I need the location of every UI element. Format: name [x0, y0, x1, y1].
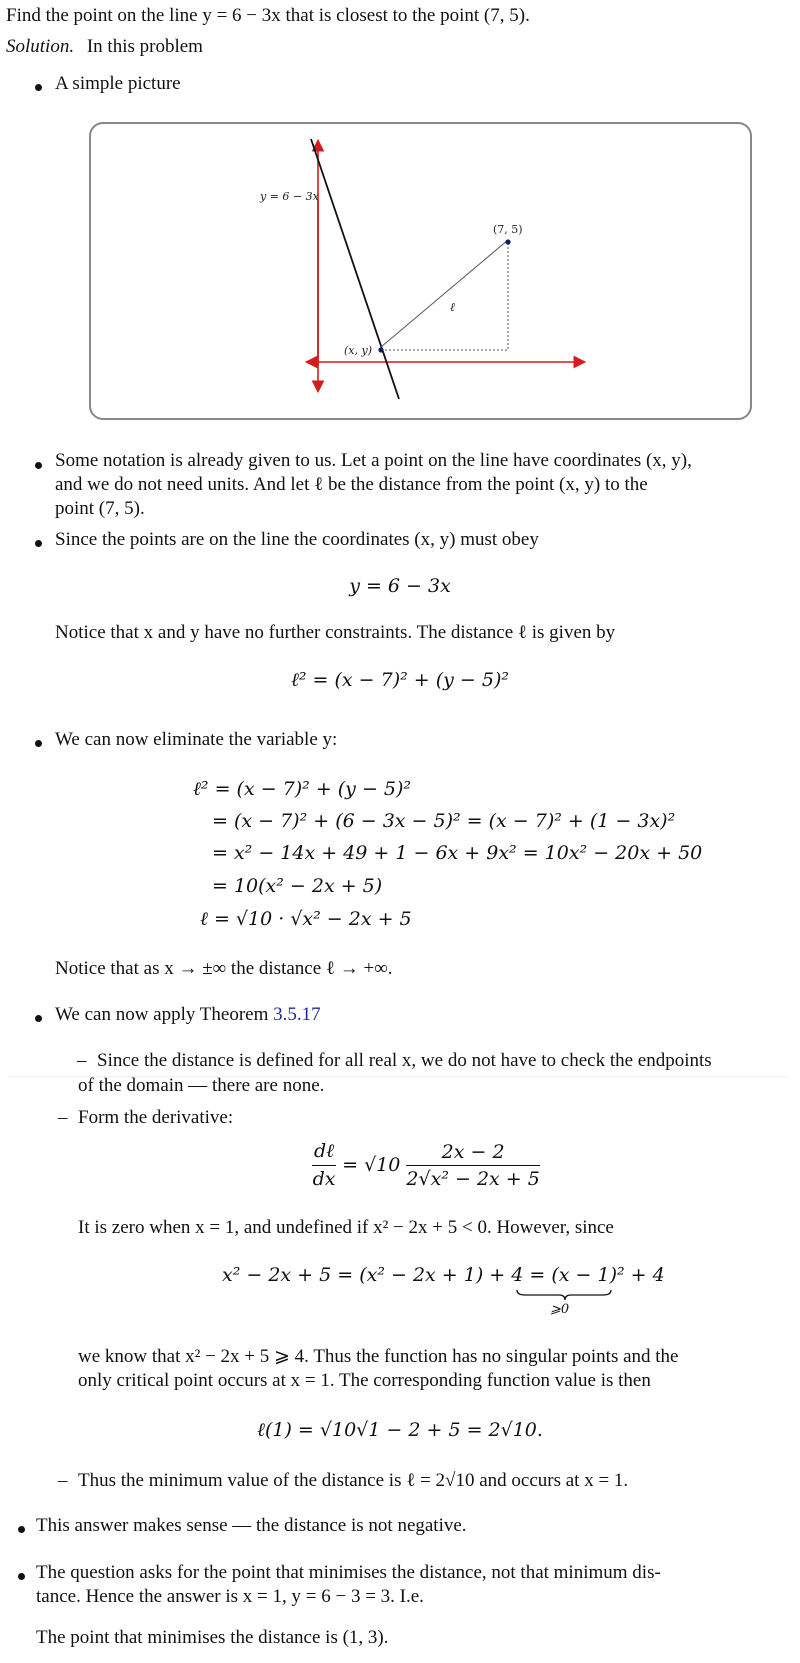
zero-text: It is zero when x = 1, and undefined if x² − 2x + 5 < 0. However, since [78, 1217, 614, 1238]
derivative-heading: Form the derivative: [78, 1107, 234, 1128]
know-line-1: we know that x² − 2x + 5 ⩾ 4. Thus the function has no singular points and the [78, 1346, 679, 1367]
rhs-numerator: 2x − 2 [406, 1141, 539, 1166]
sub-dash: – [58, 1470, 68, 1491]
eliminate-text: We can now eliminate the variable y: [55, 729, 338, 750]
notation-line-3: point (7, 5). [55, 498, 145, 519]
evaluation-equation: ℓ(1) = √10√1 − 2 + 5 = 2√10. [257, 1419, 543, 1441]
distance-label: ℓ [450, 300, 455, 314]
equation-distance: ℓ² = (x − 7)² + (y − 5)² [290, 669, 510, 691]
bullet-dot [35, 540, 42, 547]
point-label: (7, 5) [493, 223, 523, 236]
bullet-dot [35, 462, 42, 469]
derivative-eq: = √10 [342, 1154, 401, 1176]
underbrace [515, 1288, 615, 1302]
bullet-dot [35, 1015, 42, 1022]
sense-text: This answer makes sense — the distance is not negative. [36, 1515, 467, 1536]
lhs-numerator: dℓ [312, 1140, 336, 1166]
distance-segment [381, 240, 508, 347]
domain-line-1: Since the distance is defined for all real x, we do not have to check the endpoints [97, 1050, 712, 1071]
notation-line-1: Some notation is already given to us. Let a point on the line have coordinates (x, y), [55, 450, 692, 471]
notice-constraints: Notice that x and y have no further constraints. The distance ℓ is given by [55, 622, 616, 643]
lhs-fraction [312, 1140, 336, 1190]
point-x-y [378, 347, 383, 352]
point-7-5 [505, 239, 510, 244]
bullet-dot [18, 1573, 25, 1580]
rhs-denominator: 2√x² − 2x + 5 [406, 1167, 540, 1190]
rhs-fraction [406, 1141, 539, 1190]
line-label: y = 6 − 3x [260, 190, 319, 203]
final-answer: The point that minimises the distance is (1, 3). [36, 1627, 389, 1648]
sub-dash: – [77, 1050, 87, 1071]
elim-line-2: = (x − 7)² + (6 − 3x − 5)² = (x − 7)² + (1 − 3x)² [212, 810, 676, 832]
bullet-dot [18, 1526, 25, 1533]
question-line-2: tance. Hence the answer is x = 1, y = 6 − 3 = 3. I.e. [36, 1586, 424, 1607]
notation-line-2: and we do not need units. And let ℓ be the distance from the point (x, y) to the [55, 474, 648, 495]
elim-line-3: = x² − 14x + 49 + 1 − 6x + 9x² = 10x² − 20x + 50 [212, 842, 703, 864]
problem-statement: Find the point on the line y = 6 − 3x that is closest to the point (7, 5). [6, 5, 530, 26]
question-line-1: The question asks for the point that minimises the distance, not that minimum dis- [36, 1562, 661, 1583]
notice-infinity: Notice that as x → ±∞ the distance ℓ → +∞. [55, 958, 393, 979]
know-line-2: only critical point occurs at x = 1. The corresponding function value is then [78, 1370, 651, 1391]
theorem-prefix: We can now apply Theorem [55, 1004, 269, 1025]
equation-line: y = 6 − 3x [349, 575, 451, 597]
theorem-link[interactable]: 3.5.17 [273, 1004, 321, 1025]
figure-diagram [0, 0, 800, 420]
elim-line-4: = 10(x² − 2x + 5) [212, 875, 383, 897]
solution-label: Solution. [6, 36, 75, 57]
line-y-6-3x [311, 139, 399, 399]
bullet-picture-text: A simple picture [55, 73, 181, 94]
theorem-text [55, 1004, 321, 1026]
elim-line-5: ℓ = √10 · √x² − 2x + 5 [200, 908, 412, 930]
foot-label: (x, y) [344, 344, 372, 357]
solution-intro: In this problem [86, 36, 203, 57]
derivative-equation [312, 1140, 540, 1190]
elim-line-1: ℓ² = (x − 7)² + (y − 5)² [193, 778, 412, 800]
bullet-dot [35, 740, 42, 747]
lhs-denominator: dx [312, 1168, 336, 1190]
constraint-text: Since the points are on the line the coordinates (x, y) must obey [55, 529, 539, 550]
complete-square: x² − 2x + 5 = (x² − 2x + 1) + 4 = (x − 1)² + 4 [222, 1264, 665, 1286]
domain-line-2: of the domain — there are none. [78, 1075, 325, 1096]
minimum-text: Thus the minimum value of the distance is ℓ = 2√10 and occurs at x = 1. [78, 1470, 629, 1491]
sub-dash: – [58, 1107, 68, 1128]
underbrace-label: ⩾0 [550, 1302, 570, 1317]
